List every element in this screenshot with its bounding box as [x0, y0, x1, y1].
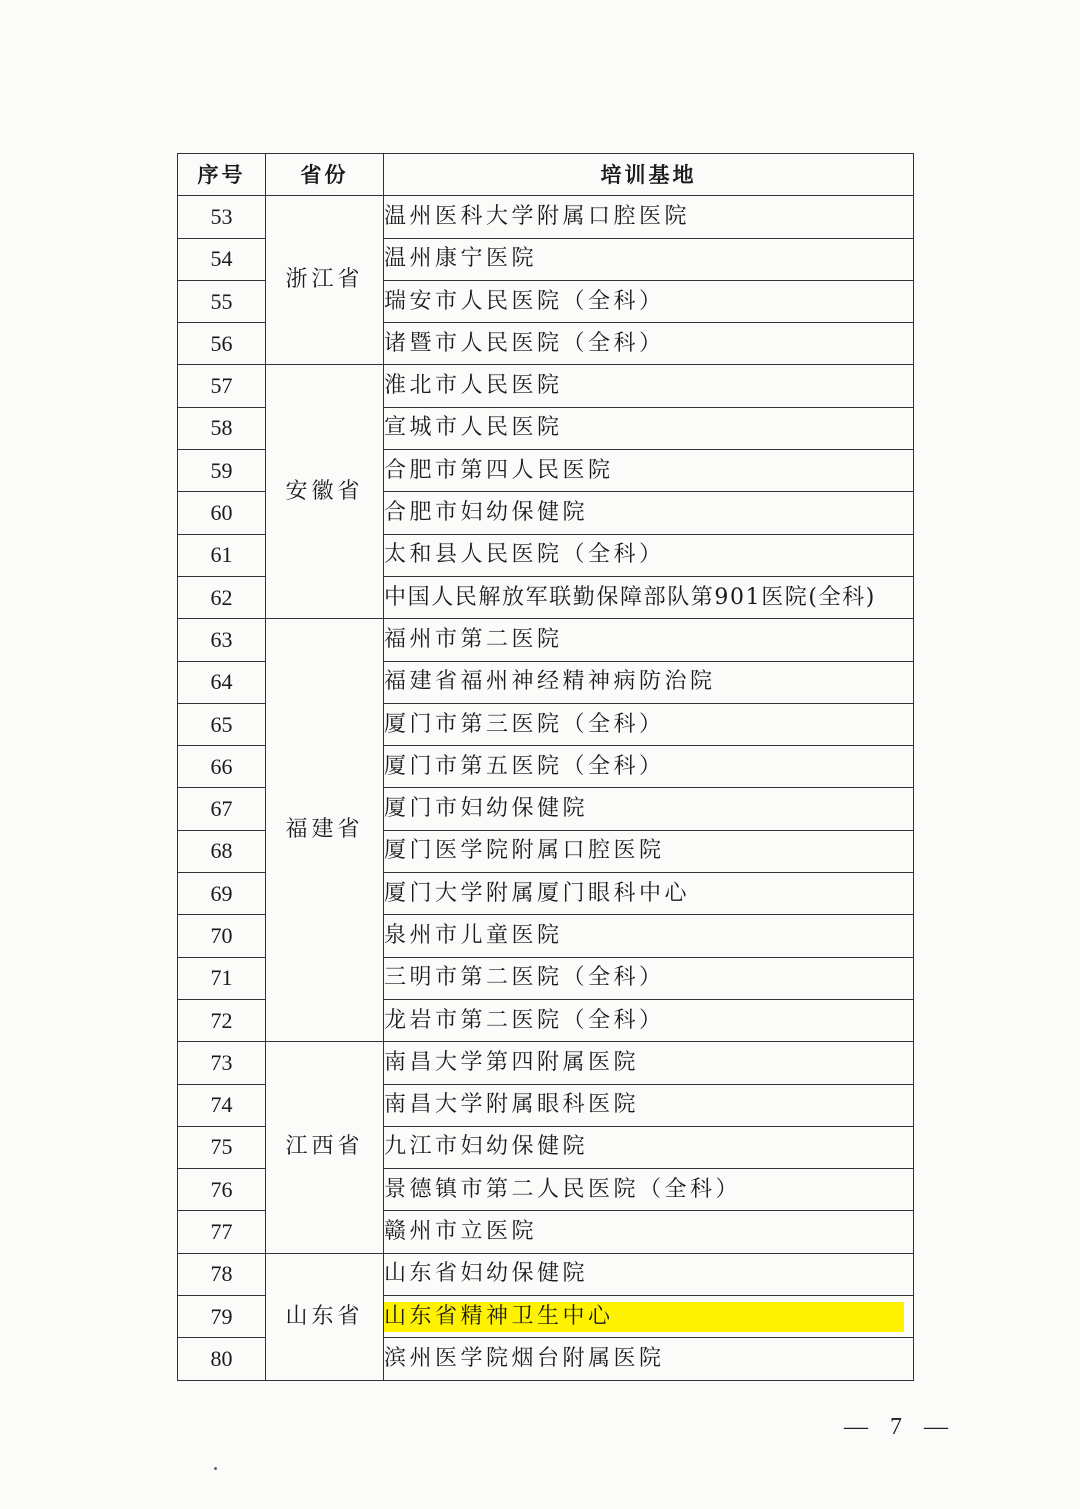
row-number: 60 [178, 492, 266, 534]
row-number: 53 [178, 196, 266, 238]
row-number: 76 [178, 1169, 266, 1211]
province-cell: 江西省 [266, 1042, 384, 1253]
row-number: 65 [178, 703, 266, 745]
row-number: 56 [178, 323, 266, 365]
row-number: 61 [178, 534, 266, 576]
province-cell: 福建省 [266, 619, 384, 1042]
row-number: 54 [178, 238, 266, 280]
row-number: 78 [178, 1253, 266, 1295]
row-number: 68 [178, 830, 266, 872]
training-base-cell: 南昌大学第四附属医院 [384, 1042, 914, 1084]
training-base-cell: 福州市第二医院 [384, 619, 914, 661]
row-number: 77 [178, 1211, 266, 1253]
training-base-cell: 山东省妇幼保健院 [384, 1253, 914, 1295]
training-base-cell: 滨州医学院烟台附属医院 [384, 1338, 914, 1380]
training-base-cell: 厦门市第三医院（全科） [384, 703, 914, 745]
row-number: 55 [178, 280, 266, 322]
row-number: 62 [178, 576, 266, 618]
row-number: 58 [178, 407, 266, 449]
training-base-cell: 龙岩市第二医院（全科） [384, 999, 914, 1041]
training-base-cell: 厦门市第五医院（全科） [384, 746, 914, 788]
table-row [178, 619, 914, 661]
training-base-cell: 瑞安市人民医院（全科） [384, 280, 914, 322]
training-base-cell: 景德镇市第二人民医院（全科） [384, 1169, 914, 1211]
training-base-cell [384, 1296, 914, 1338]
row-number: 59 [178, 450, 266, 492]
header-no: 序号 [178, 154, 266, 196]
training-base-cell: 九江市妇幼保健院 [384, 1126, 914, 1168]
training-base-cell: 合肥市第四人民医院 [384, 450, 914, 492]
row-number: 63 [178, 619, 266, 661]
training-base-cell: 福建省福州神经精神病防治院 [384, 661, 914, 703]
training-base-cell: 中国人民解放军联勤保障部队第901医院(全科) [384, 576, 914, 618]
page-number: — 7 — [844, 1414, 956, 1440]
training-base-table [177, 153, 914, 1381]
row-number: 72 [178, 999, 266, 1041]
row-number: 75 [178, 1126, 266, 1168]
training-base-cell: 合肥市妇幼保健院 [384, 492, 914, 534]
row-number: 80 [178, 1338, 266, 1380]
training-base-cell: 太和县人民医院（全科） [384, 534, 914, 576]
training-base-cell: 南昌大学附属眼科医院 [384, 1084, 914, 1126]
row-number: 73 [178, 1042, 266, 1084]
table-row [178, 1042, 914, 1084]
row-number: 74 [178, 1084, 266, 1126]
header-province: 省份 [266, 154, 384, 196]
row-number: 57 [178, 365, 266, 407]
province-cell: 浙江省 [266, 196, 384, 365]
training-base-cell: 赣州市立医院 [384, 1211, 914, 1253]
row-number: 66 [178, 746, 266, 788]
header-base: 培训基地 [384, 154, 914, 196]
table-header-row [178, 154, 914, 196]
training-base-cell: 厦门市妇幼保健院 [384, 788, 914, 830]
table-row [178, 1253, 914, 1295]
province-cell: 安徽省 [266, 365, 384, 619]
training-base-cell: 淮北市人民医院 [384, 365, 914, 407]
scan-speck [214, 1467, 217, 1470]
row-number: 79 [178, 1296, 266, 1338]
row-number: 67 [178, 788, 266, 830]
table-body [178, 196, 914, 1380]
training-base-cell: 温州医科大学附属口腔医院 [384, 196, 914, 238]
row-number: 69 [178, 873, 266, 915]
row-number: 64 [178, 661, 266, 703]
province-cell: 山东省 [266, 1253, 384, 1380]
row-number: 70 [178, 915, 266, 957]
row-number: 71 [178, 957, 266, 999]
table-row [178, 196, 914, 238]
training-base-cell: 厦门医学院附属口腔医院 [384, 830, 914, 872]
table-row [178, 365, 914, 407]
training-base-cell: 泉州市儿童医院 [384, 915, 914, 957]
training-base-cell: 三明市第二医院（全科） [384, 957, 914, 999]
training-base-cell: 诸暨市人民医院（全科） [384, 323, 914, 365]
highlighted-base-name: 山东省精神卫生中心 [384, 1302, 904, 1332]
training-base-cell: 宣城市人民医院 [384, 407, 914, 449]
training-base-cell: 厦门大学附属厦门眼科中心 [384, 873, 914, 915]
training-base-cell: 温州康宁医院 [384, 238, 914, 280]
